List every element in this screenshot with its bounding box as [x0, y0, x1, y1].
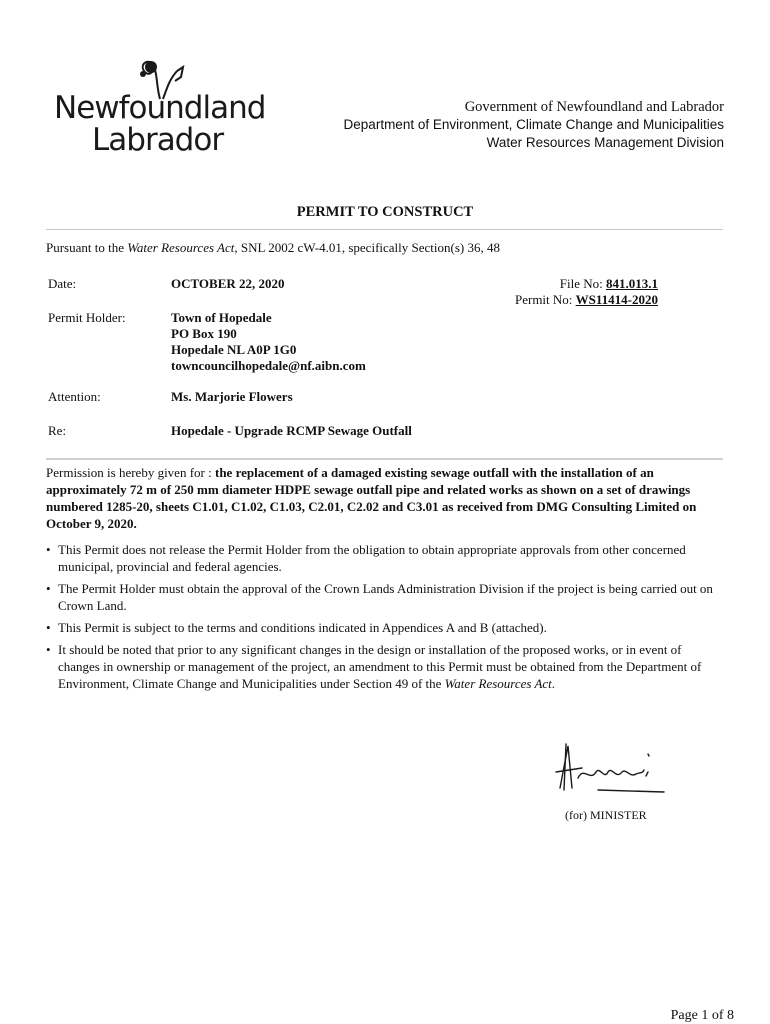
holder-name: Town of Hopedale: [171, 310, 272, 325]
file-number-row: [515, 276, 658, 292]
pursuant-act: Water Resources Act: [127, 240, 235, 255]
newfoundland-labrador-logo: [52, 55, 266, 160]
pursuant-prefix: Pursuant to the: [46, 240, 128, 255]
date-value: OCTOBER 22, 2020: [171, 276, 285, 291]
permission-body: the replacement of a damaged existing sewage outfall with the installation of an approximately 72 m of 250 mm diameter HDPE sewage outfall pipe and related works as shown on a set of drawings numbered 1285-20, sheets C1.01, C1.02, C1.03, C2.01, C2.02 and C3.01 as received from DMG Consulting Limited on October 9, 2020.: [46, 465, 697, 531]
condition-amendment-act: Water Resources Act: [444, 676, 552, 691]
holder-city: Hopedale NL A0P 1G0: [171, 342, 297, 357]
condition-item: [46, 641, 722, 692]
condition-item: • This Permit does not release the Permit Holder from the obligation to obtain appropriate approvals from other concerned municipal, provincial and federal agencies.: [46, 541, 722, 575]
section-divider: [46, 458, 723, 460]
date-label: Date:: [48, 276, 77, 291]
file-number-label: File No:: [559, 276, 603, 291]
logo-newfoundland-text: Newfoundland: [54, 90, 266, 126]
logo-labrador-text: Labrador: [92, 122, 224, 158]
condition-item: • This Permit is subject to the terms and conditions indicated in Appendices A and B (attached).: [46, 619, 722, 636]
pursuant-suffix: , SNL 2002 cW-4.01, specifically Section(s) 36, 48: [234, 240, 500, 255]
file-permit-block: [515, 276, 658, 308]
holder-email: towncouncilhopedale@nf.aibn.com: [171, 358, 366, 373]
re-value: Hopedale - Upgrade RCMP Sewage Outfall: [171, 423, 412, 438]
document-title: PERMIT TO CONSTRUCT: [296, 204, 474, 220]
attention-value: Ms. Marjorie Flowers: [171, 389, 293, 404]
condition-amendment-end: .: [551, 676, 556, 691]
minister-caption: (for) MINISTER: [565, 808, 647, 822]
file-number-value: 841.013.1: [606, 276, 658, 291]
page-number: Page 1 of 8: [670, 1008, 734, 1023]
condition-amendment-text: It should be noted that prior to any significant changes in the design or installation of the proposed works, or in event of changes in ownership or management of the project, an amendment to this Permit must be obtained from the Department of Environment, Climate Change and Municipalities under Section 49 of the: [58, 642, 702, 691]
division-name: Water Resources Management Division: [486, 135, 724, 150]
title-divider: [46, 229, 723, 230]
re-label: Re:: [48, 423, 67, 438]
permit-number-label: Permit No:: [514, 292, 573, 307]
permit-holder-label: Permit Holder:: [48, 310, 126, 325]
holder-po-box: PO Box 190: [171, 326, 237, 341]
permit-number-row: [515, 292, 658, 308]
signature-icon: [538, 738, 668, 803]
conditions-list: [46, 541, 722, 697]
condition-item: • The Permit Holder must obtain the approval of the Crown Lands Administration Division if the project is being carried out on Crown Land.: [46, 580, 722, 614]
permission-paragraph: [46, 464, 722, 532]
department-name: Department of Environment, Climate Change and Municipalities: [343, 117, 724, 132]
minister-signature: [538, 738, 668, 803]
government-name: Government of Newfoundland and Labrador: [464, 99, 724, 115]
permit-number-value: WS11414-2020: [575, 292, 658, 307]
pursuant-statement: [46, 240, 500, 256]
permission-intro: Permission is hereby given for :: [46, 465, 215, 480]
permit-holder-address: [171, 310, 366, 374]
government-header: [344, 98, 724, 152]
attention-label: Attention:: [48, 389, 101, 404]
